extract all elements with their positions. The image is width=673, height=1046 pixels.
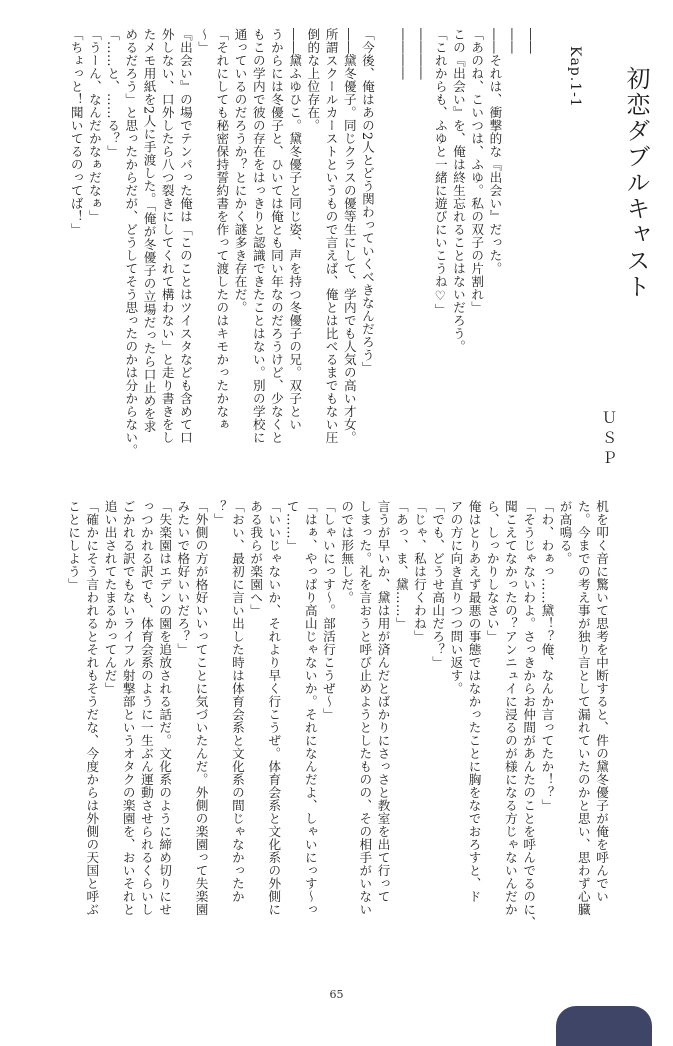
text-line: もこの学内で彼の存在をはっきりと認識できたことはない。別の学校に xyxy=(250,28,266,444)
text-line: た。今までの考え事が独り言として漏れていたのかと思い、思わず心臓 xyxy=(575,500,591,916)
text-line: ――黛ふゆひこ。黛冬優子と同じ姿、声を持つ冬優子の兄。双子とい xyxy=(287,28,303,431)
text-line: ら、しっかりしなさい」 xyxy=(484,500,500,643)
text-line: のでは形無しだ。 xyxy=(339,500,355,604)
text-line: ある我らが楽園へ」 xyxy=(248,500,264,617)
text-line: 聞こえてなかったの？アンニュイに浸るのが様になる方じゃないんだか xyxy=(502,500,518,916)
text-line: 倒的な上位存在。 xyxy=(305,28,321,132)
text-line: 「今後、俺はあの2人とどう関わっていくべきなんだろう」 xyxy=(359,28,375,375)
text-line: 「じゃ、私は行くわね」 xyxy=(411,500,427,643)
text-line: ―― xyxy=(505,28,521,54)
text-line: アの方に向き直りつつ問い返す。 xyxy=(448,500,464,695)
text-line: ことにしよう」 xyxy=(66,500,82,591)
text-line: ごかれる訳でもないライフル射撃部というオタクの楽園を、おいそれと xyxy=(120,500,136,916)
text-line: 通っているのだろうか？とにかく謎多き存在だ。 xyxy=(232,28,248,314)
text-line: 「うーん、なんだかなぁだなぁ」 xyxy=(86,28,102,223)
text-line: ――黛冬優子。同じクラスの優等生にして、学内でも人気の高い才女。 xyxy=(341,28,357,444)
text-line: 俺はとりあえず最悪の事態ではなかったことに胸をなでおろすと、ド xyxy=(466,500,482,903)
text-line: 「しゃいにっす～。部活行こうぜ～」 xyxy=(320,500,336,721)
upper-text-block xyxy=(62,28,558,490)
text-line: 「いいじゃないか、それより早く行こうぜ。体育会系と文化系の外側に xyxy=(266,500,282,916)
text-line: 「これからも、ふゆと一緒に遊びにいこうね♡」 xyxy=(432,28,448,317)
author-name: ＵＳＰ xyxy=(600,410,618,470)
text-line: 「それにしても秘密保持誓約書を作って渡したのはキモかったかなぁ xyxy=(214,28,230,431)
text-line: 「外側の方が格好いいってことに気づいたんだ。外側の楽園って失楽園 xyxy=(193,500,209,916)
text-line: めるだろう」と思ったからだが、どうしてそう思ったのかは分からない。 xyxy=(123,28,139,457)
text-line xyxy=(376,28,394,490)
corner-tab[interactable] xyxy=(556,1006,652,1046)
text-line: 「そうじゃないわよ。さっきからお仲間があんたのことを呼んでるのに、 xyxy=(521,500,537,929)
text-line: 「おい、最初に言い出した時は体育会系と文化系の間じゃなかったか xyxy=(229,500,245,903)
text-line: が高鳴る。 xyxy=(557,500,573,565)
text-line: この『出会い』を、俺は終生忘れることはないだろう。 xyxy=(450,28,466,353)
text-line: ―― xyxy=(523,28,539,54)
text-line: ～」 xyxy=(196,28,212,54)
page-number: 65 xyxy=(329,988,344,1001)
text-line: 「でも、どうせ高山だろ？」 xyxy=(430,500,446,669)
story-title: 初恋ダブルキャスト xyxy=(622,66,650,300)
text-line: うからには冬優子と、ひいては俺とも同い年なのだろうけど、少なくと xyxy=(268,28,284,444)
chapter-heading: Kap.1-1 xyxy=(567,46,583,108)
text-line: 「ちょっと！聞いてるのってば！」 xyxy=(68,28,84,236)
text-line: たメモ用紙を2人に手渡した。「俺が冬優子の立場だったら口止めを求 xyxy=(141,28,157,434)
text-line: 『出会い』の場でテンパった俺は「このことはツイスタなども含めて口 xyxy=(177,28,193,444)
text-line: 「……と、……る？」 xyxy=(105,28,121,158)
text-line: 所謂スクールカーストというもので言えば、俺とは比べるまでもない圧 xyxy=(323,28,339,444)
text-line: 追い出されてたまるかってんだ」 xyxy=(102,500,118,695)
text-line: ？」 xyxy=(211,500,227,526)
text-line: ――それは、衝撃的な『出会い』だった。 xyxy=(487,28,503,275)
lower-text-block xyxy=(40,500,610,978)
text-line: 「確かにそう言われるとそれもそうだな、今度からは外側の天国と呼ぶ xyxy=(84,500,100,916)
text-line: 言うが早いか、黛は用が済んだとばかりにさっさと教室を出て行って xyxy=(375,500,391,903)
text-line: 机を叩く音に驚いて思考を中断すると、件の黛冬優子が俺を呼んでい xyxy=(594,500,609,903)
text-line: みたいで格好いいだろ？」 xyxy=(175,500,191,656)
text-line: 「はぁ、やっぱり高山じゃないか。それになんだよ、しゃいにっす～っ xyxy=(302,500,318,916)
text-line: しまった。礼を言おうと呼び止めようとしたものの、その相手がいない xyxy=(357,500,373,916)
text-line: ―――― xyxy=(396,28,412,80)
text-line: っつかれる訳でも、体育会系のように一生ぶん運動させられるくらいし xyxy=(138,500,154,916)
text-line: 「あのね、こいつは、ふゆ。私の双子の片割れ」 xyxy=(469,28,485,314)
text-line: 「わ、わぁっ……黛！？俺、なんか言ってたか！？」 xyxy=(539,500,555,812)
text-line: ―――― xyxy=(414,28,430,80)
text-line: て……」 xyxy=(284,500,300,552)
text-line: 外しない、口外したら八つ裂きにしてくれて構わない」と走り書きをし xyxy=(159,28,175,444)
text-line xyxy=(540,28,558,490)
text-line: 「あっ、ま、黛……」 xyxy=(393,500,409,630)
text-line: 「失楽園はエデンの園を追放される話だ。文化系のように締め切りにせ xyxy=(157,500,173,916)
